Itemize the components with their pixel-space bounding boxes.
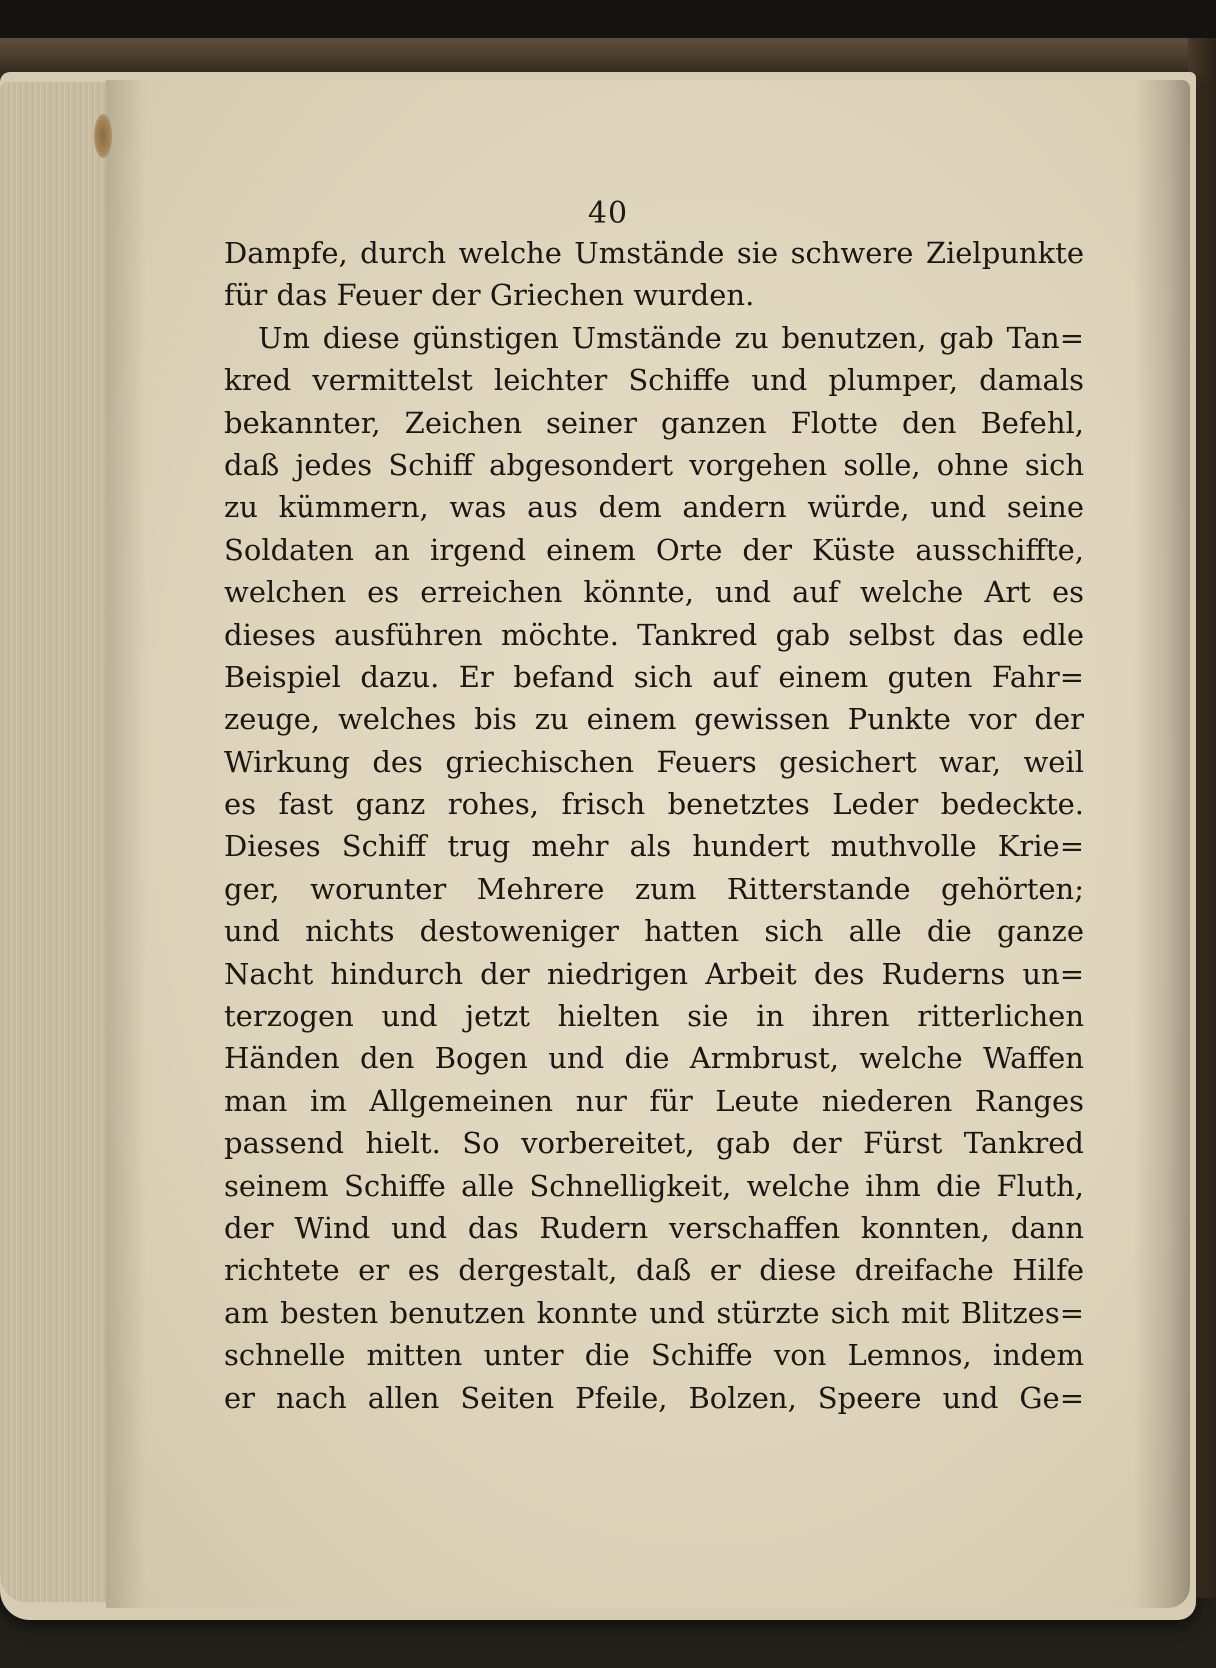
body-text: [224, 232, 1084, 1419]
page-number: 40: [587, 196, 629, 231]
text-line: und nichts destoweniger hatten sich alle die ganze: [224, 914, 1084, 949]
text-line: Dieses Schiff trug mehr als hundert muthvolle Krie=: [224, 829, 1084, 864]
text-line: Wirkung des griechischen Feuers gesichert war, weil: [224, 744, 1084, 779]
text-line: kred vermittelst leichter Schiffe und plumper, damals: [224, 363, 1084, 398]
text-line: der Wind und das Rudern verschaffen konnten, dann: [224, 1210, 1084, 1245]
text-line: am besten benutzen konnte und stürzte sich mit Blitzes=: [224, 1295, 1084, 1330]
text-line: es fast ganz rohes, frisch benetztes Leder bedeckte.: [224, 787, 1084, 822]
text-line: richtete er es dergestalt, daß er diese dreifache Hilfe: [224, 1253, 1084, 1288]
text-line: ger, worunter Mehrere zum Ritterstande gehörten;: [224, 871, 1084, 906]
text-line: für das Feuer der Griechen wurden.: [224, 278, 755, 313]
text-line: daß jedes Schiff abgesondert vorgehen solle, ohne sich: [224, 447, 1084, 482]
text-line: er nach allen Seiten Pfeile, Bolzen, Speere und Ge=: [224, 1380, 1084, 1415]
text-line: dieses ausführen möchte. Tankred gab selbst das edle: [224, 617, 1084, 652]
text-line: Dampfe, durch welche Umstände sie schwere Zielpunkte: [224, 236, 1084, 270]
text-line: welchen es erreichen könnte, und auf welche Art es: [224, 575, 1084, 610]
page-fore-edge: [0, 82, 112, 1602]
text-line: terzogen und jetzt hielten sie in ihren ritterlichen: [224, 999, 1084, 1034]
text-line: Soldaten an irgend einem Orte der Küste ausschiffte,: [224, 532, 1084, 567]
paper-stain: [94, 114, 112, 158]
page-left-shade: [106, 80, 146, 1608]
text-line: zeuge, welches bis zu einem gewissen Punkte vor der: [224, 702, 1084, 737]
text-line: passend hielt. So vorbereitet, gab der Fürst Tankred: [224, 1126, 1084, 1161]
page-gutter-shade: [1134, 80, 1190, 1608]
text-line: Beispiel dazu. Er befand sich auf einem guten Fahr=: [224, 659, 1084, 694]
text-line: Um diese günstigen Umstände zu benutzen, gab Tan=: [258, 320, 1084, 355]
text-line: Nacht hindurch der niedrigen Arbeit des Ruderns un=: [224, 956, 1084, 991]
text-line: bekannter, Zeichen seiner ganzen Flotte den Befehl,: [224, 405, 1084, 440]
text-line: man im Allgemeinen nur für Leute niederen Ranges: [224, 1083, 1084, 1118]
text-line: zu kümmern, was aus dem andern würde, und seine: [224, 490, 1084, 525]
text-line: Händen den Bogen und die Armbrust, welche Waffen: [224, 1041, 1084, 1076]
text-line: schnelle mitten unter die Schiffe von Lemnos, indem: [224, 1338, 1084, 1373]
text-line: seinem Schiffe alle Schnelligkeit, welche ihm die Fluth,: [224, 1168, 1084, 1203]
